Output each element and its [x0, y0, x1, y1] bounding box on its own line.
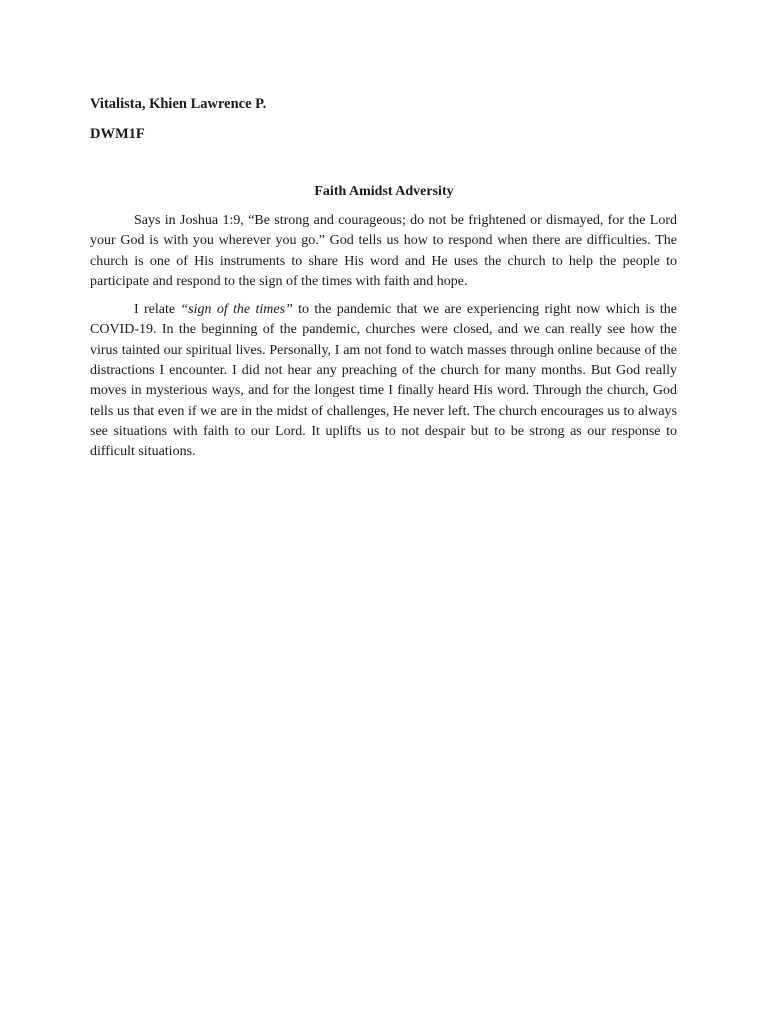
paragraph-2-lead: I relate	[134, 302, 181, 318]
essay-body	[90, 211, 677, 471]
paragraph-2-emphasis: “sign of the times”	[180, 302, 293, 318]
paragraph-2	[90, 300, 677, 462]
section-code: DWM1F	[90, 126, 145, 142]
paragraph-2-rest: to the pandemic that we are experiencing right now which is the COVID-19. In the beginning of the pandemic, churches were closed, and we can really see how the virus tainted our spiritual lives. Personally, I am not fond to watch masses through online because of the distractions I encounter. I did not hear any preaching of the church for many months. But God really moves in mysterious ways, and for the longest time I finally heard His word. Through the church, God tells us that even if we are in the midst of challenges, He never left. The church encourages us to always see situations with faith to our Lord. It uplifts us to not despair but to be strong as our response to difficult situations.	[90, 302, 677, 460]
author-name: Vitalista, Khien Lawrence P.	[90, 96, 267, 112]
paragraph-1: Says in Joshua 1:9, “Be strong and courageous; do not be frightened or dismayed, for the Lord your God is with you wherever you go.” God tells us how to respond when there are difficulties. The church is one of His instruments to share His word and He uses the church to help the people to participate and respond to the sign of the times with faith and hope.	[90, 213, 677, 289]
essay-title: Faith Amidst Adversity	[314, 184, 454, 199]
